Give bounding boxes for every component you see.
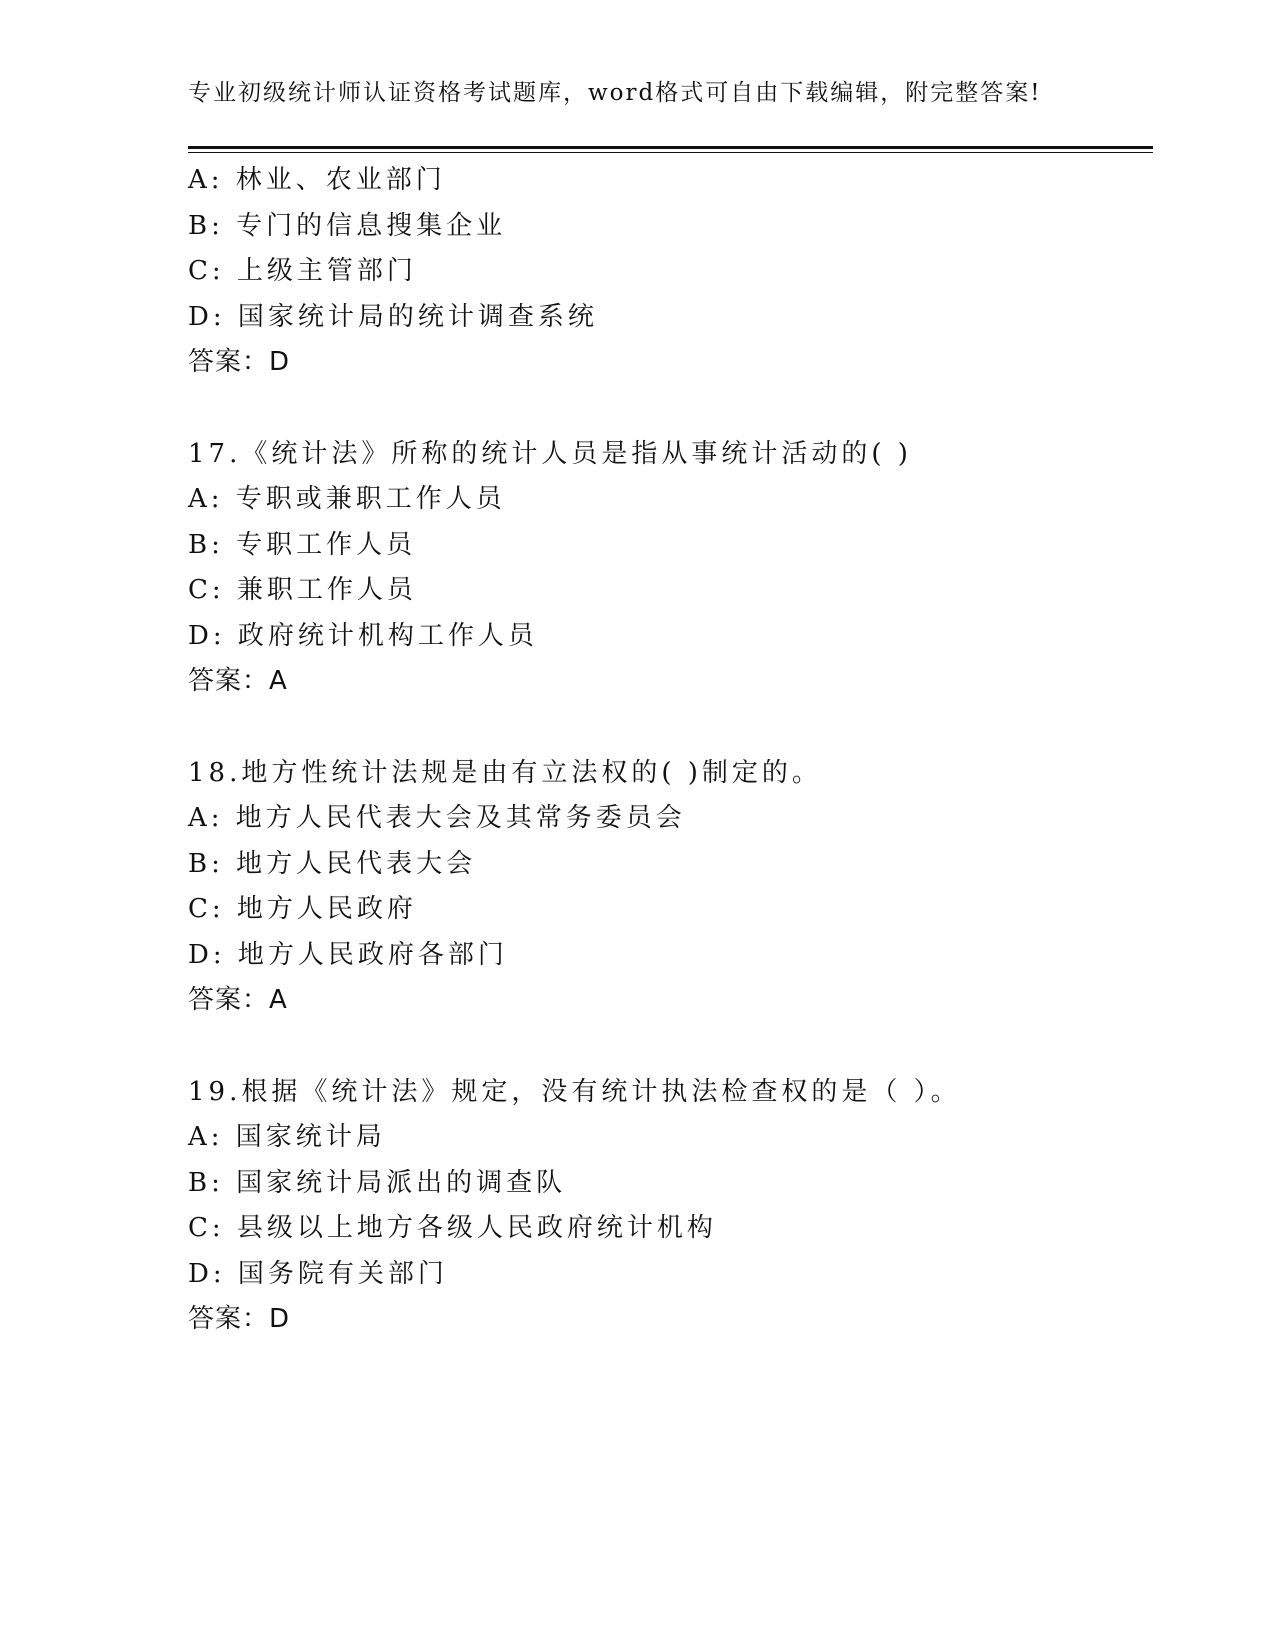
option-b: B: 国家统计局派出的调查队 <box>188 1167 567 1198</box>
spacer <box>188 1024 1153 1070</box>
option-b: B: 地方人民代表大会 <box>188 848 477 879</box>
question-block-18 <box>188 751 1153 1024</box>
spacer <box>188 705 1153 751</box>
option-d: D: 政府统计机构工作人员 <box>188 620 538 651</box>
option-c: C: 上级主管部门 <box>188 256 417 286</box>
header-rule-thick <box>188 146 1153 149</box>
option-a: A: 林业、农业部门 <box>188 165 446 195</box>
option-c: C: 地方人民政府 <box>188 894 417 924</box>
answer: 答案：A <box>188 666 288 696</box>
option-d: D: 国家统计局的统计调查系统 <box>188 301 598 332</box>
option-b: B: 专门的信息搜集企业 <box>188 210 507 241</box>
question-list <box>188 158 1153 1343</box>
question-text: 19.根据《统计法》规定，没有统计执法检查权的是（ ）。 <box>188 1076 961 1107</box>
question-block-19 <box>188 1070 1153 1343</box>
page-header: 专业初级统计师认证资格考试题库，word格式可自由下载编辑，附完整答案! <box>188 80 1042 106</box>
option-a: A: 专职或兼职工作人员 <box>188 484 506 514</box>
question-block-17 <box>188 432 1153 705</box>
option-c: C: 兼职工作人员 <box>188 575 417 605</box>
answer: 答案：D <box>188 1304 291 1334</box>
question-block-continued <box>188 158 1153 386</box>
option-a: A: 地方人民代表大会及其常务委员会 <box>188 803 686 833</box>
answer: 答案：D <box>188 347 291 377</box>
option-b: B: 专职工作人员 <box>188 529 417 560</box>
question-text: 17.《统计法》所称的统计人员是指从事统计活动的( ) <box>188 438 912 469</box>
answer: 答案：A <box>188 985 288 1015</box>
spacer <box>188 386 1153 432</box>
option-c: C: 县级以上地方各级人民政府统计机构 <box>188 1213 717 1243</box>
option-d: D: 国务院有关部门 <box>188 1258 448 1289</box>
option-a: A: 国家统计局 <box>188 1122 386 1152</box>
question-text: 18.地方性统计法规是由有立法权的( )制定的。 <box>188 757 822 788</box>
header-rule-thin <box>188 152 1153 153</box>
option-d: D: 地方人民政府各部门 <box>188 939 508 970</box>
